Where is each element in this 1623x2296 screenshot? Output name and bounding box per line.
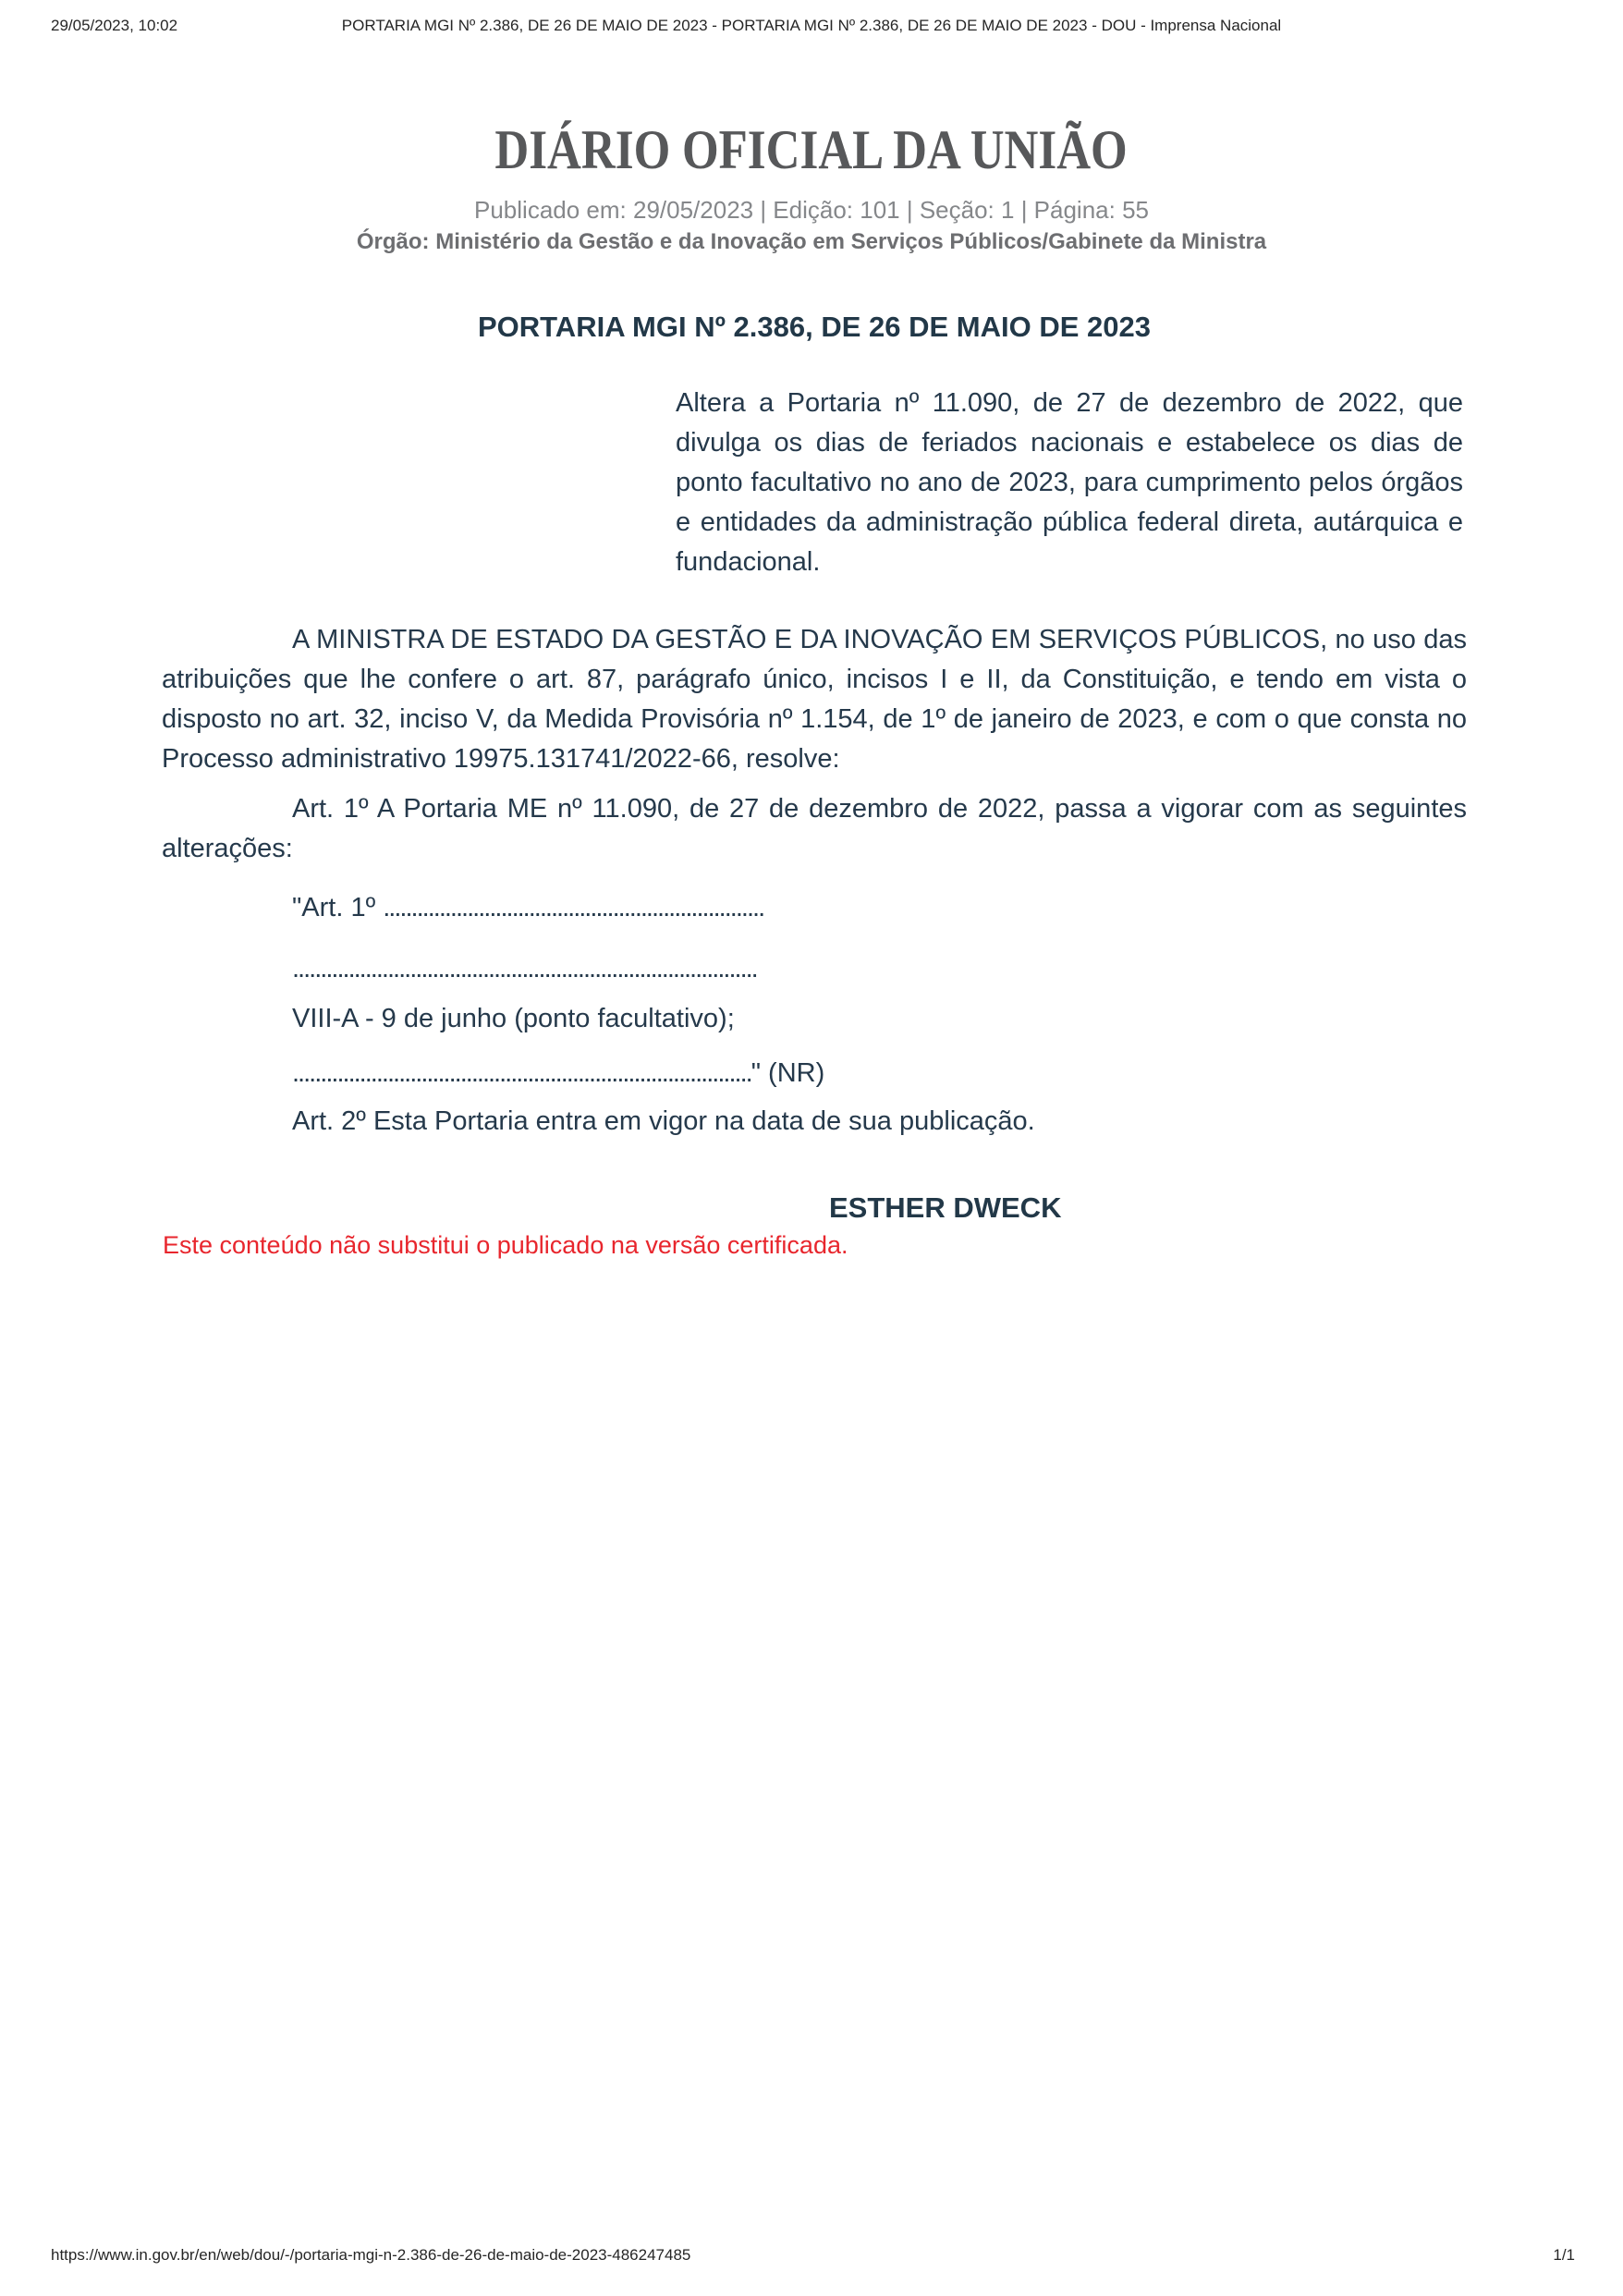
quoted-closing-dot-leader: ..................................................................................: [292, 1058, 751, 1088]
act-preamble: A MINISTRA DE ESTADO DA GESTÃO E DA INOVAÇÃO EM SERVIÇOS PÚBLICOS, no uso das atribuições que lhe confere o art. 87, parágrafo único, incisos I e II, da Constituição, e tendo em vista o disposto no art. 32, inciso V, da Medida Provisória nº 1.154, de 1º de janeiro de 2023, e com o que consta no Processo administrativo 19975.131741/2022-66, resolve:: [162, 625, 1467, 774]
print-datetime: 29/05/2023, 10:02: [51, 17, 178, 34]
print-footer: [51, 2246, 1575, 2268]
quoted-viii-a-line: VIII-A - 9 de junho (ponto facultativo);: [292, 1004, 735, 1033]
quoted-closing-suffix: " (NR): [750, 1058, 825, 1088]
art2-paragraph: Art. 2º Esta Portaria entra em vigor na data de sua publicação.: [292, 1106, 1035, 1136]
quoted-art1-line: [292, 888, 763, 928]
publication-line: Publicado em: 29/05/2023 | Edição: 101 | Seção: 1 | Página: 55: [474, 196, 1149, 224]
certification-disclaimer: Este conteúdo não substitui o publicado na versão certificada.: [163, 1231, 848, 1259]
footer-page-number: 1/1: [1553, 2246, 1575, 2264]
quoted-art1-dot-leader: ....................................................................: [383, 893, 764, 922]
footer-url: https://www.in.gov.br/en/web/dou/-/portaria-mgi-n-2.386-de-26-de-maio-de-2023-486247485: [51, 2246, 691, 2264]
act-headline: PORTARIA MGI Nº 2.386, DE 26 DE MAIO DE 2023: [478, 311, 1151, 343]
quoted-art1-label: "Art. 1º: [292, 893, 384, 922]
quoted-dots-line: [292, 949, 757, 989]
print-header: [51, 17, 1572, 39]
organ-line: Órgão: Ministério da Gestão e da Inovação em Serviços Públicos/Gabinete da Ministra: [356, 229, 1267, 254]
act-summary: Altera a Portaria nº 11.090, de 27 de dezembro de 2022, que divulga os dias de feriados nacionais e estabelece os dias de ponto facultativo no ano de 2023, para cumprimento pelos órgãos e entidades da administração pública federal direta, autárquica e fundacional.: [676, 388, 1463, 577]
quoted-closing-line: [292, 1054, 824, 1093]
quoted-dots-leader: ...................................................................................: [292, 954, 757, 983]
masthead-title: [0, 120, 1623, 179]
signature-name: ESTHER DWECK: [829, 1191, 1062, 1224]
print-doc-title: PORTARIA MGI Nº 2.386, DE 26 DE MAIO DE 2023 - PORTARIA MGI Nº 2.386, DE 26 DE MAIO DE 2023 - DOU - Imprensa Nacional: [341, 17, 1282, 34]
masthead-title-text: DIÁRIO OFICIAL DA UNIÃO: [494, 119, 1129, 180]
art1-paragraph: Art. 1º A Portaria ME nº 11.090, de 27 de dezembro de 2022, passa a vigorar com as seguintes alterações:: [162, 794, 1467, 863]
